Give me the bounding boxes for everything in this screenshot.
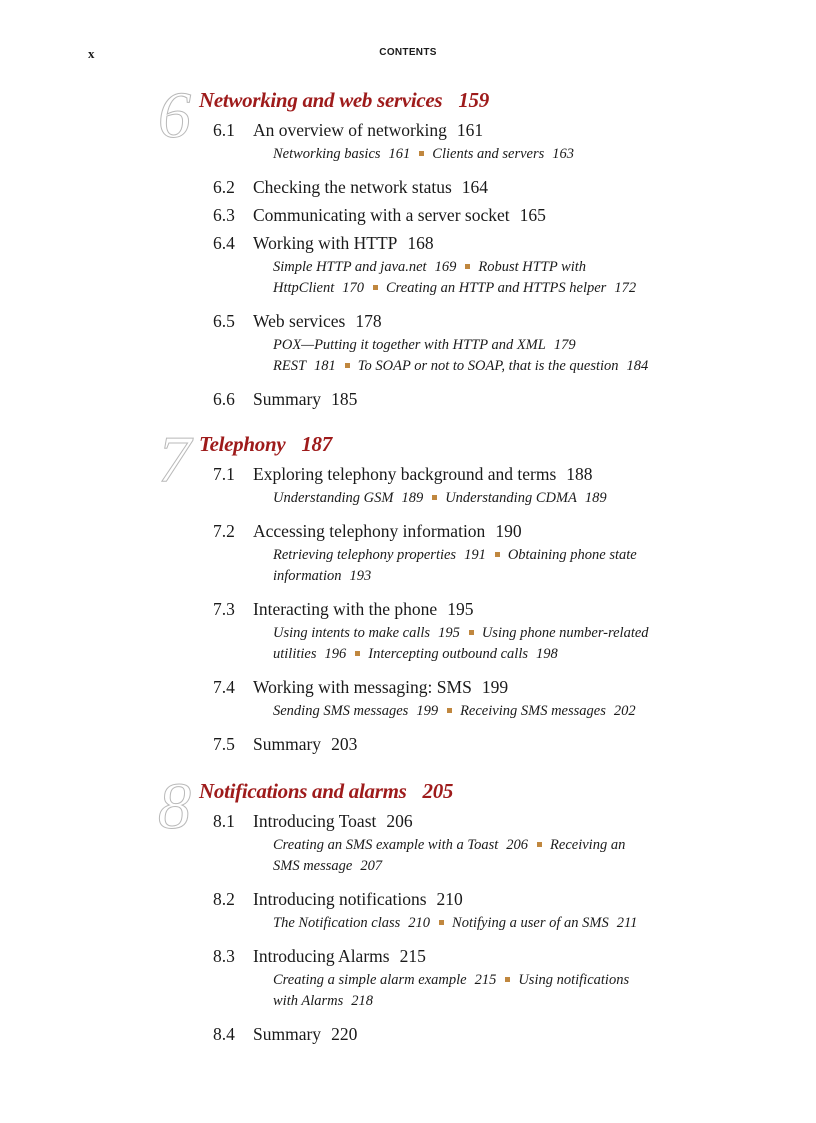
subsection-title: Using intents to make calls [273, 625, 431, 641]
section-entry[interactable] [213, 811, 413, 832]
subsection-page: 189 [584, 490, 607, 506]
bullet-separator-icon [419, 151, 424, 156]
subsection-title: Receiving SMS messages [460, 703, 606, 719]
section-entry[interactable] [213, 677, 508, 698]
section-number: 6.1 [213, 120, 235, 140]
subsection-page: 198 [536, 646, 558, 662]
subsection-page: 163 [552, 146, 575, 162]
section-page: 195 [447, 599, 474, 619]
section-number: 8.2 [213, 889, 235, 909]
bullet-separator-icon [537, 842, 542, 847]
subsection-title: Robust HTTP with [478, 259, 587, 275]
subsection-title: utilities [273, 646, 317, 662]
chapter-title: Telephony [199, 432, 286, 456]
subsection-title: Retrieving telephony properties [273, 547, 457, 563]
subsection-title: Using phone number-related [481, 625, 649, 641]
subsection-title: Clients and servers [432, 146, 545, 162]
chapter-title: Networking and web services [199, 88, 443, 112]
subsection-page: 207 [360, 858, 383, 874]
subsection-page: 215 [474, 972, 497, 988]
subsection-page: 172 [614, 280, 637, 296]
section-page: 190 [495, 521, 522, 541]
section-title: Summary [253, 734, 322, 754]
section-entry[interactable] [213, 521, 522, 542]
section-page: 168 [407, 233, 434, 253]
subsection-title: To SOAP or not to SOAP, that is the question [357, 358, 619, 374]
page-number: x [88, 46, 95, 61]
subsection-title: POX—Putting it together with HTTP and XML [273, 337, 546, 353]
subsection-page: 170 [342, 280, 364, 296]
subsection-page: 206 [506, 837, 529, 853]
section-number: 8.3 [213, 946, 235, 966]
section-number: 8.1 [213, 811, 235, 831]
section-entry[interactable] [213, 734, 357, 755]
subsection-title: Obtaining phone state [507, 547, 637, 563]
chapter-number: 7 [158, 423, 191, 496]
subsection-line [273, 703, 636, 720]
subsection-line [273, 146, 574, 163]
subsection-line [273, 259, 586, 276]
section-page: 206 [386, 811, 413, 831]
subsection-title: Sending SMS messages [273, 703, 409, 719]
subsection-line [273, 547, 637, 564]
section-title: Communicating with a server socket [253, 205, 510, 225]
section-page: 210 [436, 889, 463, 909]
section-page: 185 [331, 389, 358, 409]
page-header [0, 46, 816, 62]
subsection-title: Creating an SMS example with a Toast [273, 837, 499, 853]
section-title: Web services [253, 311, 346, 331]
section-entry[interactable] [213, 311, 382, 332]
subsection-title: Networking basics [273, 146, 381, 162]
section-page: 203 [331, 734, 358, 754]
section-number: 7.4 [213, 677, 235, 697]
section-entry[interactable] [213, 177, 488, 198]
section-number: 6.6 [213, 389, 235, 409]
chapter-heading[interactable] [199, 432, 332, 457]
section-entry[interactable] [213, 599, 473, 620]
subsection-page: 179 [553, 337, 576, 353]
subsection-title: Receiving an [550, 837, 626, 853]
bullet-separator-icon [495, 552, 500, 557]
subsection-line [273, 972, 629, 989]
subsection-page: 202 [613, 703, 636, 719]
section-number: 6.4 [213, 233, 235, 253]
subsection-title: information [273, 568, 342, 584]
section-page: 164 [461, 177, 489, 197]
subsection-page: 161 [388, 146, 411, 162]
subsection-title: Understanding GSM [273, 490, 394, 506]
section-number: 7.2 [213, 521, 235, 541]
subsection-title: HttpClient [273, 280, 335, 296]
section-number: 6.2 [213, 177, 235, 197]
subsection-title: The Notification class [273, 915, 401, 931]
section-title: Interacting with the phone [253, 599, 438, 619]
subsection-line [273, 915, 637, 932]
section-entry[interactable] [213, 946, 426, 967]
section-page: 199 [481, 677, 509, 697]
section-title: Introducing Toast [253, 811, 377, 831]
section-page: 178 [355, 311, 382, 331]
subsection-page: 184 [626, 358, 649, 374]
subsection-page: 196 [324, 646, 347, 662]
subsection-page: 210 [408, 915, 431, 931]
bullet-separator-icon [432, 495, 437, 500]
section-title: Summary [253, 1024, 322, 1044]
subsection-title: REST [273, 358, 307, 374]
chapter-number: 6 [158, 79, 191, 152]
subsection-title: Understanding CDMA [445, 490, 577, 506]
subsection-page: 199 [416, 703, 439, 719]
subsection-page: 211 [616, 915, 638, 931]
section-title: An overview of networking [253, 120, 447, 140]
subsection-title: Simple HTTP and java.net [273, 259, 427, 275]
bullet-separator-icon [469, 630, 474, 635]
subsection-page: 181 [314, 358, 336, 374]
section-number: 8.4 [213, 1024, 235, 1044]
running-head: CONTENTS [379, 47, 437, 58]
chapter-heading[interactable] [199, 88, 489, 113]
section-page: 188 [566, 464, 593, 484]
section-number: 6.5 [213, 311, 235, 331]
subsection-line [273, 490, 607, 507]
bullet-separator-icon [447, 708, 452, 713]
subsection-title: Creating a simple alarm example [273, 972, 467, 988]
subsection-line [273, 646, 558, 663]
subsection-line [273, 837, 625, 854]
section-page: 215 [399, 946, 426, 966]
subsection-line [273, 358, 648, 375]
section-title: Summary [253, 389, 322, 409]
section-title: Introducing Alarms [253, 946, 390, 966]
subsection-line [273, 280, 636, 297]
subsection-title: SMS message [273, 858, 353, 874]
subsection-title: Notifying a user of an SMS [452, 915, 609, 931]
chapter-page: 205 [422, 779, 454, 803]
bullet-separator-icon [355, 651, 360, 656]
subsection-page: 195 [438, 625, 460, 641]
subsection-title: Intercepting outbound calls [368, 646, 528, 662]
section-number: 7.5 [213, 734, 235, 754]
subsection-page: 189 [401, 490, 424, 506]
bullet-separator-icon [505, 977, 510, 982]
subsection-page: 218 [351, 993, 373, 1009]
section-entry[interactable] [213, 233, 434, 254]
subsection-line [273, 337, 576, 354]
section-number: 7.1 [213, 464, 235, 484]
subsection-title: with Alarms [273, 993, 344, 1009]
section-number: 7.3 [213, 599, 235, 619]
bullet-separator-icon [439, 920, 444, 925]
section-title: Working with messaging: SMS [253, 677, 472, 697]
subsection-page: 193 [349, 568, 372, 584]
subsection-line [273, 858, 382, 875]
section-entry[interactable] [213, 464, 593, 485]
section-title: Checking the network status [253, 177, 452, 197]
bullet-separator-icon [373, 285, 378, 290]
chapter-page: 159 [458, 88, 489, 112]
subsection-page: 191 [464, 547, 486, 563]
section-entry[interactable] [213, 205, 546, 226]
chapter-page: 187 [301, 432, 332, 456]
section-title: Introducing notifications [253, 889, 427, 909]
section-entry[interactable] [213, 1024, 357, 1045]
section-entry[interactable] [213, 389, 357, 410]
section-title: Exploring telephony background and terms [253, 464, 557, 484]
section-entry[interactable] [213, 889, 463, 910]
section-title: Working with HTTP [253, 233, 398, 253]
subsection-page: 169 [434, 259, 457, 275]
bullet-separator-icon [465, 264, 470, 269]
subsection-line [273, 993, 373, 1010]
section-page: 165 [519, 205, 546, 225]
subsection-line [273, 625, 649, 642]
section-page: 220 [331, 1024, 358, 1044]
chapter-heading[interactable] [199, 779, 453, 804]
subsection-title: Using notifications [518, 972, 630, 988]
chapter-title: Notifications and alarms [199, 779, 407, 803]
section-number: 6.3 [213, 205, 235, 225]
section-title: Accessing telephony information [253, 521, 486, 541]
section-page: 161 [456, 120, 484, 140]
subsection-title: Creating an HTTP and HTTPS helper [385, 280, 607, 296]
section-entry[interactable] [213, 120, 483, 141]
subsection-line [273, 568, 371, 585]
chapter-number: 8 [158, 770, 191, 843]
bullet-separator-icon [345, 363, 350, 368]
